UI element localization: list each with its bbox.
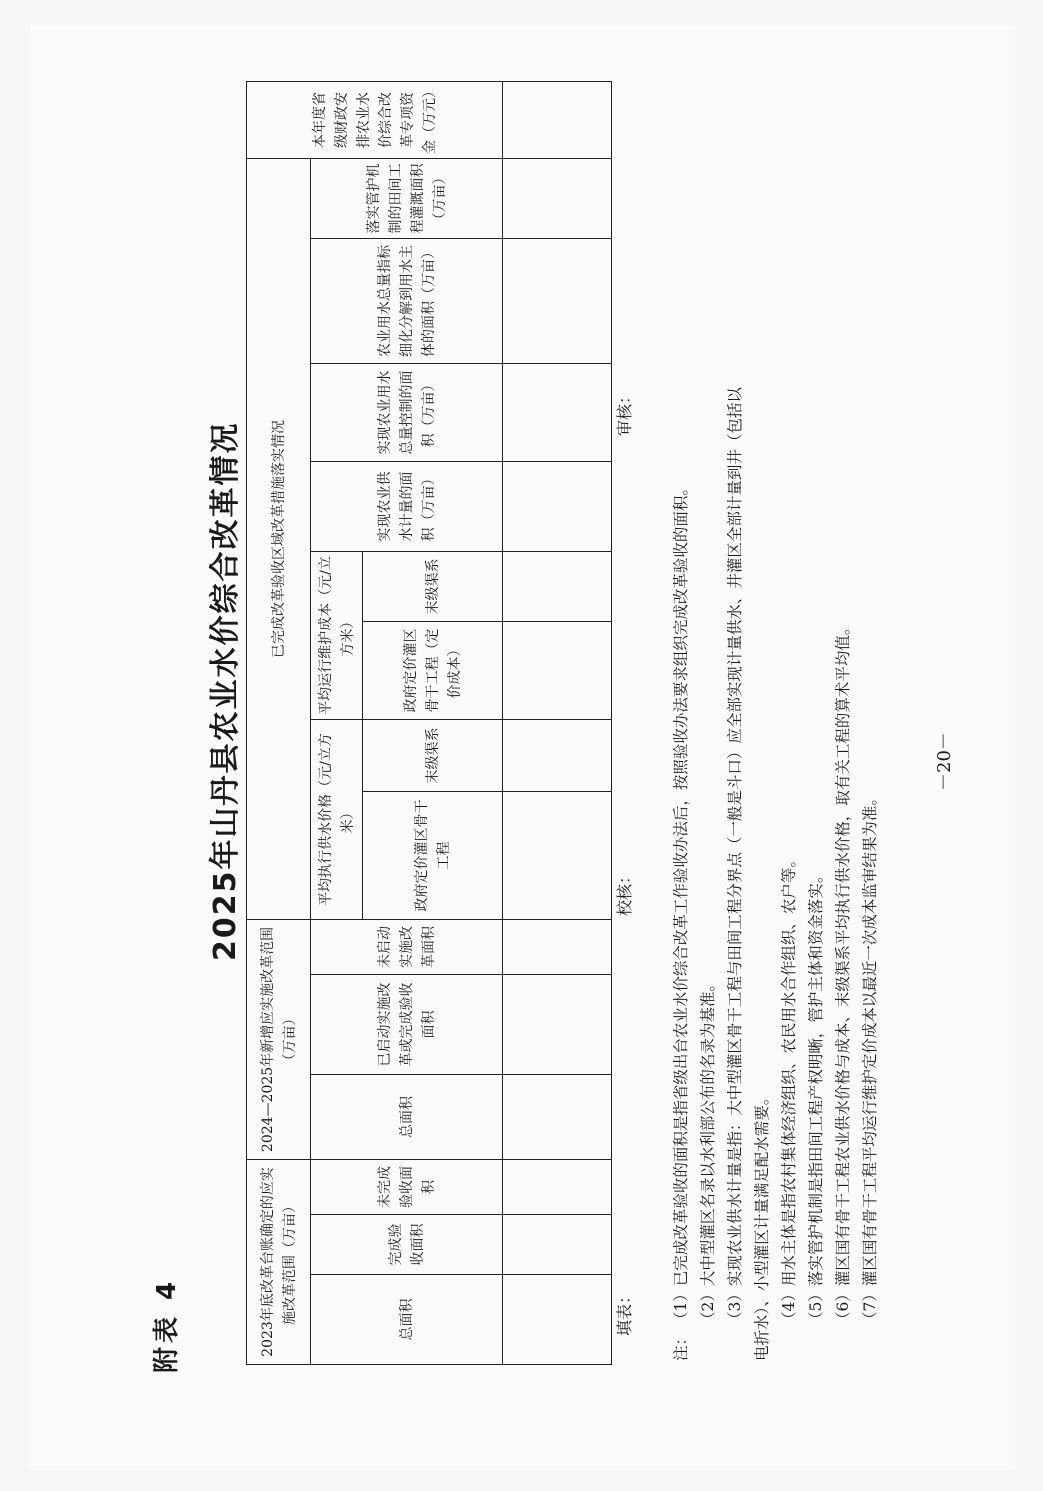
filler-label: 填表： [615, 1287, 634, 1336]
table-cell[interactable] [503, 551, 612, 621]
table-cell[interactable] [503, 158, 612, 238]
header-2024-total-area: 总面积 [311, 1074, 503, 1159]
table-cell[interactable] [503, 81, 612, 158]
header-cost-end-canal: 末级渠系 [363, 551, 503, 621]
notes-section [668, 131, 884, 1361]
header-metering-area: 实现农业供水计量的面积（万亩） [311, 461, 503, 551]
table-cell[interactable] [503, 238, 612, 363]
header-cost-government: 政府定价灌区骨干工程（定价成本） [363, 621, 503, 719]
table-cell[interactable] [503, 974, 612, 1074]
table-cell[interactable] [503, 919, 612, 974]
header-quota-allocation-area: 农业用水总量指标细化分解到用水主体的面积（万亩） [311, 238, 503, 363]
document-title: 2025年山丹县农业水价综合改革情况 [208, 421, 243, 961]
note-item: （4）用水主体是指农村集体经济组织、农民用水合作组织、农户等。 [780, 852, 798, 1327]
table-cell[interactable] [503, 791, 612, 919]
note-item: （6）灌区国有骨干工程农业供水价格与成本、末级渠系平均执行供水价格，取有关工程的算术平均值。 [834, 619, 852, 1327]
header-2023-scope: 2023年底改革台账确定的应实施改革范围（万亩） [247, 1159, 311, 1364]
header-special-funds: 本年度省级财政安排农业水价综合改革专项资金（万元） [247, 81, 503, 158]
table-row [503, 81, 612, 1364]
page-number: －20－ [934, 732, 955, 791]
note-item: （5）落实管护机制是指田间工程产权明晰，管护主体和资金落实。 [807, 867, 825, 1327]
header-2024-not-started-area: 未启动实施改革面积 [311, 919, 503, 974]
header-2023-total-area: 总面积 [311, 1275, 503, 1365]
note-item: （1）已完成改革验收的面积是指省级出台农业水价综合改革工作验收办法后，按照验收办法要求组织完成改革验收的面积。 [672, 480, 690, 1327]
header-2023-uncompleted-area: 未完成验收面积 [311, 1159, 503, 1214]
header-average-cost: 平均运行维护成本（元/立方米） [311, 551, 363, 719]
table-cell[interactable] [503, 719, 612, 791]
table-cell[interactable] [503, 621, 612, 719]
reform-status-table [246, 81, 612, 1365]
table-cell[interactable] [503, 1275, 612, 1365]
table-cell[interactable] [503, 461, 612, 551]
note-item: （2）大中型灌区名录以水利部公布的名录为基准。 [699, 976, 717, 1327]
header-2023-completed-area: 完成验收面积 [311, 1215, 503, 1275]
header-2024-started-area: 已启动实施改革或完成验收面积 [311, 974, 503, 1074]
header-average-price: 平均执行供水价格（元/立方米） [311, 719, 363, 919]
header-maintenance-area: 落实管护机制的田间工程灌溉面积（万亩） [311, 158, 503, 238]
header-price-government: 政府定价灌区骨干工程 [363, 791, 503, 919]
header-2024-2025-scope: 2024—2025年新增应实施改革范围（万亩） [247, 919, 311, 1159]
table-cell[interactable] [503, 1159, 612, 1214]
note-item: 电折水）、小型灌区计量满足配水需要。 [753, 1089, 771, 1361]
table-cell[interactable] [503, 363, 612, 461]
header-total-control-area: 实现农业用水总量控制的面积（万亩） [311, 363, 503, 461]
header-completed-measures: 已完成改革验收区域改革措施落实情况 [247, 158, 311, 919]
note-item: （7）灌区国有骨干工程平均运行维护定价成本以最近一次成本监审结果为准。 [861, 790, 879, 1327]
table-cell[interactable] [503, 1074, 612, 1159]
header-price-end-canal: 末级渠系 [363, 719, 503, 791]
table-cell[interactable] [503, 1215, 612, 1275]
note-item: （3）实现农业供水计量是指：大中型灌区骨干工程与田间工程分界点（一般是斗口）应全部实现计量供水、井灌区全部计量到井（包括以 [726, 387, 744, 1327]
notes-label: 注： [672, 1329, 690, 1361]
annex-label: 附表 4 [152, 1277, 182, 1373]
reviewer-label: 审核： [615, 387, 634, 436]
checker-label: 校核： [615, 867, 634, 916]
